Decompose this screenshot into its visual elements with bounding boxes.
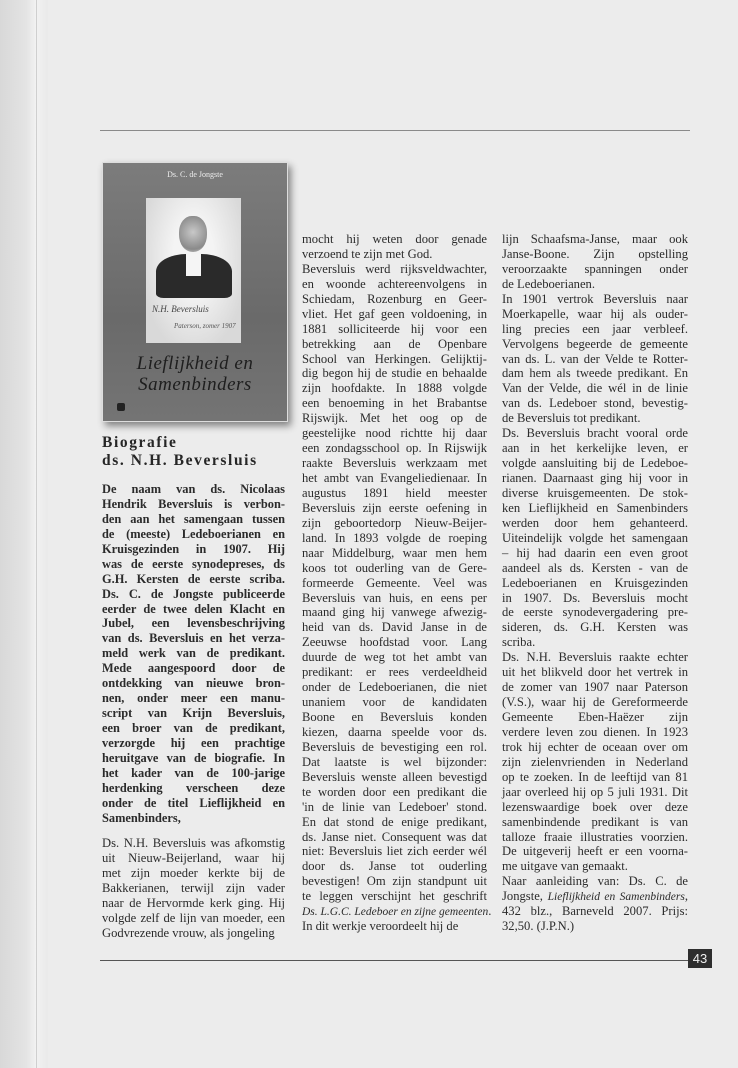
text-line: niet: Beversluis liet zich eerder wél <box>302 844 487 859</box>
text-line: samenbindende predikant is van <box>502 814 688 829</box>
text-line: Schiedam, Rozenburg en Geer- <box>302 291 487 306</box>
text-line: volgde zelf de lijn van moeder, een <box>102 910 285 925</box>
text-line: aan in het kerkelijke leven, er <box>502 441 688 456</box>
text-line: Ds. Beversluis bracht vooral orde <box>502 426 688 441</box>
text-line: script van Krijn Beversluis, <box>102 706 285 721</box>
text-line: te worden door een predikant die <box>302 784 487 799</box>
paragraph <box>502 874 688 934</box>
text-line: de Ledeboerianen. <box>502 276 596 291</box>
text-line: en woonde achtereenvolgens in <box>302 276 487 291</box>
text-line: Van der Velde, die wél in de linie <box>502 381 688 396</box>
text-segment: Jongste, <box>502 889 548 904</box>
text-line: School van Herkingen. Gelijktij- <box>302 351 487 366</box>
text-line: volgde aansluiting bij de Ledeboe- <box>502 456 688 471</box>
text-line: augustus 1891 hield meester <box>302 485 487 500</box>
text-line: Naar aanleiding van: Ds. C. de <box>502 874 688 889</box>
text-line: op te zoeken. In de leeftijd van 81 <box>502 769 688 784</box>
text-line: dam hem als tweede predikant. En <box>502 366 688 381</box>
text-line: de (meeste) Ledeboerianen en <box>102 526 285 541</box>
portrait-collar <box>186 254 201 276</box>
text-line: Boone en Beversluis konden <box>302 710 487 724</box>
text-line: Beversluis werd rijksveldwachter, <box>302 261 487 276</box>
text-line: onder de Ledeboerianen, die niet <box>302 680 487 695</box>
middle-column <box>302 232 492 934</box>
text-line: Moerkapelle, waar hij als ouder- <box>502 306 688 321</box>
spine-edge <box>36 0 37 1068</box>
text-line: Kruisgezinden in 1907. Hij <box>102 541 285 556</box>
text-line: van ds. Ledeboer stond, bevestig- <box>502 396 688 411</box>
text-line: Vervolgens begeerde de gemeente <box>502 336 688 351</box>
text-line: verzorgde hij een prachtige <box>102 735 285 750</box>
text-line: unaniem voor de kandidaten <box>302 695 487 710</box>
text-line: meld werk van de predikant. <box>102 646 285 661</box>
text-line: zijn hoofdakte. In 1888 volgde <box>302 381 487 396</box>
text-line: 432 blz., Barneveld 2007. Prijs: <box>502 904 688 919</box>
text-line: Gemeente Eben-Haëzer zijn <box>502 710 688 724</box>
italic-title: Ds. L.G.C. Ledeboer en zijne gemeenten <box>302 906 489 919</box>
text-line: Samenbinders, <box>102 810 181 825</box>
text-line: een zondagsschool op. In Rijswijk <box>302 441 487 456</box>
text-line: 32,50. (J.P.N.) <box>502 919 575 934</box>
book-cover-image <box>102 162 288 422</box>
text-line: Zeeuwse hoofdstad voor. Lang <box>302 635 487 650</box>
text-line: rianen. Daarnaast ging hij voor in <box>502 471 688 485</box>
text-line <box>302 904 492 919</box>
text-line: aandeel als ds. Kersten - van de <box>502 560 688 575</box>
intro-column <box>102 482 285 826</box>
text-line: Hendrik Beversluis is verbon- <box>102 496 285 511</box>
page-number: 43 <box>688 949 712 968</box>
text-line: formeerde Gemeente. Veel was <box>302 575 487 590</box>
text-line: naar Middelburg, waar men hem <box>302 545 487 560</box>
text-line: van ds. Beversluis en het verza- <box>102 631 285 646</box>
book-title-line1: Lieflijkheid en <box>136 353 254 374</box>
book-author: Ds. C. de Jongste <box>167 170 223 179</box>
text-line: Dat laatste is wel bijzonder: <box>302 754 487 769</box>
text-line: ken Lieflijkheid en Samenbinders <box>502 500 688 515</box>
text-line: verdere leven zou dienen. In 1923 <box>502 724 688 739</box>
text-line: bevestigen! Om zijn standpunt uit <box>302 874 487 889</box>
text-line: Uiteindelijk volgde het samengaan <box>502 530 688 545</box>
portrait-photo <box>146 198 241 343</box>
text-line: heruitgave van de biografie. In <box>102 750 285 765</box>
text-line: kiezen, daarna speelde voor ds. <box>302 724 487 739</box>
text-line: de zomer van 1907 naar Paterson <box>502 680 688 695</box>
publisher-logo-icon <box>117 403 125 411</box>
text-line: diverse kruisgemeenten. De stok- <box>502 485 688 500</box>
text-line: Godvrezende vrouw, als jongeling <box>102 925 275 940</box>
text-line: Mede aangespoord door de <box>102 661 285 676</box>
text-line: te leggen verschijnt het geschrift <box>302 889 487 904</box>
italic-title: Lieflijkheid en Samenbinders <box>547 891 685 904</box>
text-line: 'in de linie van Ledeboer' stond. <box>302 799 487 814</box>
text-line: met zijn moeder kerkte bij de <box>102 865 285 880</box>
text-line: predikant: er rees verdeeldheid <box>302 665 487 680</box>
text-line: En dat stond de enige predikant, <box>302 814 487 829</box>
bottom-rule <box>100 960 688 961</box>
portrait-head <box>179 216 207 252</box>
text-line: de eerste synodevergadering pre- <box>502 605 688 620</box>
text-line: Janse-Boone. Zijn opstelling <box>502 246 688 261</box>
text-line: van ds. L. van der Velde te Rotter- <box>502 351 688 366</box>
text-line: zijn zielenvrienden in Nederland <box>502 754 688 769</box>
text-line: Rijswijk. Met het oog op de <box>302 411 487 426</box>
text-line: werden door hem gehanteerd. <box>502 515 688 530</box>
text-line: was de eerste synodepreses, ds <box>102 556 285 571</box>
text-line: – hij had daarin een even groot <box>502 545 688 560</box>
paragraph <box>102 482 285 826</box>
text-line: Jubel, een levensbeschrijving <box>102 616 285 631</box>
text-line: maand ging hij vanwege afwezig- <box>302 605 487 620</box>
text-line: in 1907. Ds. Beversluis mocht <box>502 590 688 605</box>
text-line: door ds. Janse tot ouderling <box>302 859 487 874</box>
text-line: G.H. Kersten de eerste scriba. <box>102 571 285 586</box>
portrait-signature: N.H. Beversluis <box>152 304 209 314</box>
text-line: nen, onder meer een manu- <box>102 691 285 706</box>
text-line: betrekking aan de Openbare <box>302 336 487 351</box>
text-line: ontdekking van nieuwe bron- <box>102 676 285 691</box>
text-line: talloze fraaie illustraties voorzien. <box>502 829 688 844</box>
right-column <box>502 232 688 934</box>
text-line: De naam van ds. Nicolaas <box>102 482 285 496</box>
text-line: den aan het samengaan tussen <box>102 511 285 526</box>
text-line: uit het blikveld door het vertrek in <box>502 665 688 680</box>
text-line: mocht hij weten door genade <box>302 232 487 246</box>
text-line: lezenswaardige boek over deze <box>502 799 688 814</box>
book-title <box>103 353 287 395</box>
text-line: jaar overleed hij op 5 juli 1931. Dit <box>502 784 688 799</box>
paragraph <box>502 650 688 874</box>
paragraph <box>502 292 688 426</box>
book-title-line2: Samenbinders <box>138 374 252 395</box>
paragraph <box>502 426 688 650</box>
text-line: onder de titel Lieflijkheid en <box>102 795 285 810</box>
paragraph <box>302 261 492 934</box>
text-line: Ds. N.H. Beversluis raakte echter <box>502 650 688 665</box>
text-line: vliet. Het gaf geen voldoening, in <box>302 306 487 321</box>
text-line: duurde de weg tot het ambt van <box>302 650 487 665</box>
page-spine-shadow <box>0 0 48 1068</box>
text-line: Beversluis van huis, en eens per <box>302 590 487 605</box>
top-rule <box>100 130 690 131</box>
text-line: de Beversluis tot predikant. <box>502 411 641 426</box>
text-line: uit Nieuw-Beijerland, waar hij <box>102 850 285 865</box>
text-line: lijn Schaafsma-Janse, maar ook <box>502 232 688 246</box>
left-column <box>102 836 285 941</box>
heading-line1: Biografie <box>102 434 178 451</box>
text-line: het ambt van Evangeliedienaar. In <box>302 471 487 485</box>
text-segment: . <box>488 904 492 919</box>
text-line: koos tot ouderling van de Gere- <box>302 560 487 575</box>
text-line: zijn geboortedorp Nieuw-Beijer- <box>302 515 487 530</box>
text-line: verzoend te zijn met God. <box>302 246 433 261</box>
text-line: geestelijke nood richtte hij daar <box>302 426 487 441</box>
text-line: (V.S.), waar hij de Gereformeerde <box>502 695 688 710</box>
text-line: veroorzaakte spanningen onder <box>502 261 688 276</box>
paragraph <box>502 232 688 292</box>
text-segment: , <box>684 889 688 904</box>
text-line: Ds. C. de Jongste publiceerde <box>102 586 285 601</box>
text-line: land. In 1893 volgde de roeping <box>302 530 487 545</box>
text-line: Bakkerianen, terwijl zijn vader <box>102 880 285 895</box>
text-line: dig begon hij de studie en behaalde <box>302 366 487 381</box>
text-line: scriba. <box>502 635 536 650</box>
text-line <box>502 889 688 904</box>
text-line: een broer van de predikant, <box>102 721 285 735</box>
text-line: ling precies een jaar verbleef. <box>502 321 688 336</box>
text-line: In dit werkje veroordeelt hij de <box>302 919 459 934</box>
paragraph <box>302 232 487 262</box>
text-line: me uitgave van gemaakt. <box>502 859 628 874</box>
text-line: De uitgeverij heeft er een voorna- <box>502 844 688 859</box>
text-line: 1881 solliciteerde hij voor een <box>302 321 487 336</box>
text-line: Beversluis zijn eerste oefening in <box>302 500 487 515</box>
text-line: sideren, ds. G.H. Kersten was <box>502 620 688 635</box>
text-line: In 1901 vertrok Beversluis naar <box>502 291 688 306</box>
text-line: Ledeboerianen en Kruisgezinden <box>502 575 688 590</box>
portrait-signature-sub: Paterson, zomer 1907 <box>174 322 236 330</box>
paragraph <box>102 836 285 941</box>
text-line: ds. Janse niet. Consequent was dat <box>302 829 487 844</box>
text-line: Beversluis de bevestiging een rol. <box>302 739 487 754</box>
text-line: heid van ds. David Janse in de <box>302 620 487 635</box>
text-line: trok hij echter de oceaan over om <box>502 739 688 754</box>
article-heading <box>102 434 258 470</box>
text-line: herdenking verscheen deze <box>102 780 285 795</box>
text-line: naar de Hervormde kerk ging. Hij <box>102 895 285 910</box>
text-line: eerder de twee delen Klacht en <box>102 601 285 616</box>
text-line: een benoeming in het Brabantse <box>302 396 487 411</box>
heading-line2: ds. N.H. Beversluis <box>102 452 258 469</box>
text-line: Beversluis wenste alleen bevestigd <box>302 769 487 784</box>
text-line: Ds. N.H. Beversluis was afkomstig <box>102 836 285 850</box>
text-line: het kader van de 100-jarige <box>102 765 285 780</box>
text-line: raakte Beversluis werkzaam met <box>302 456 487 471</box>
